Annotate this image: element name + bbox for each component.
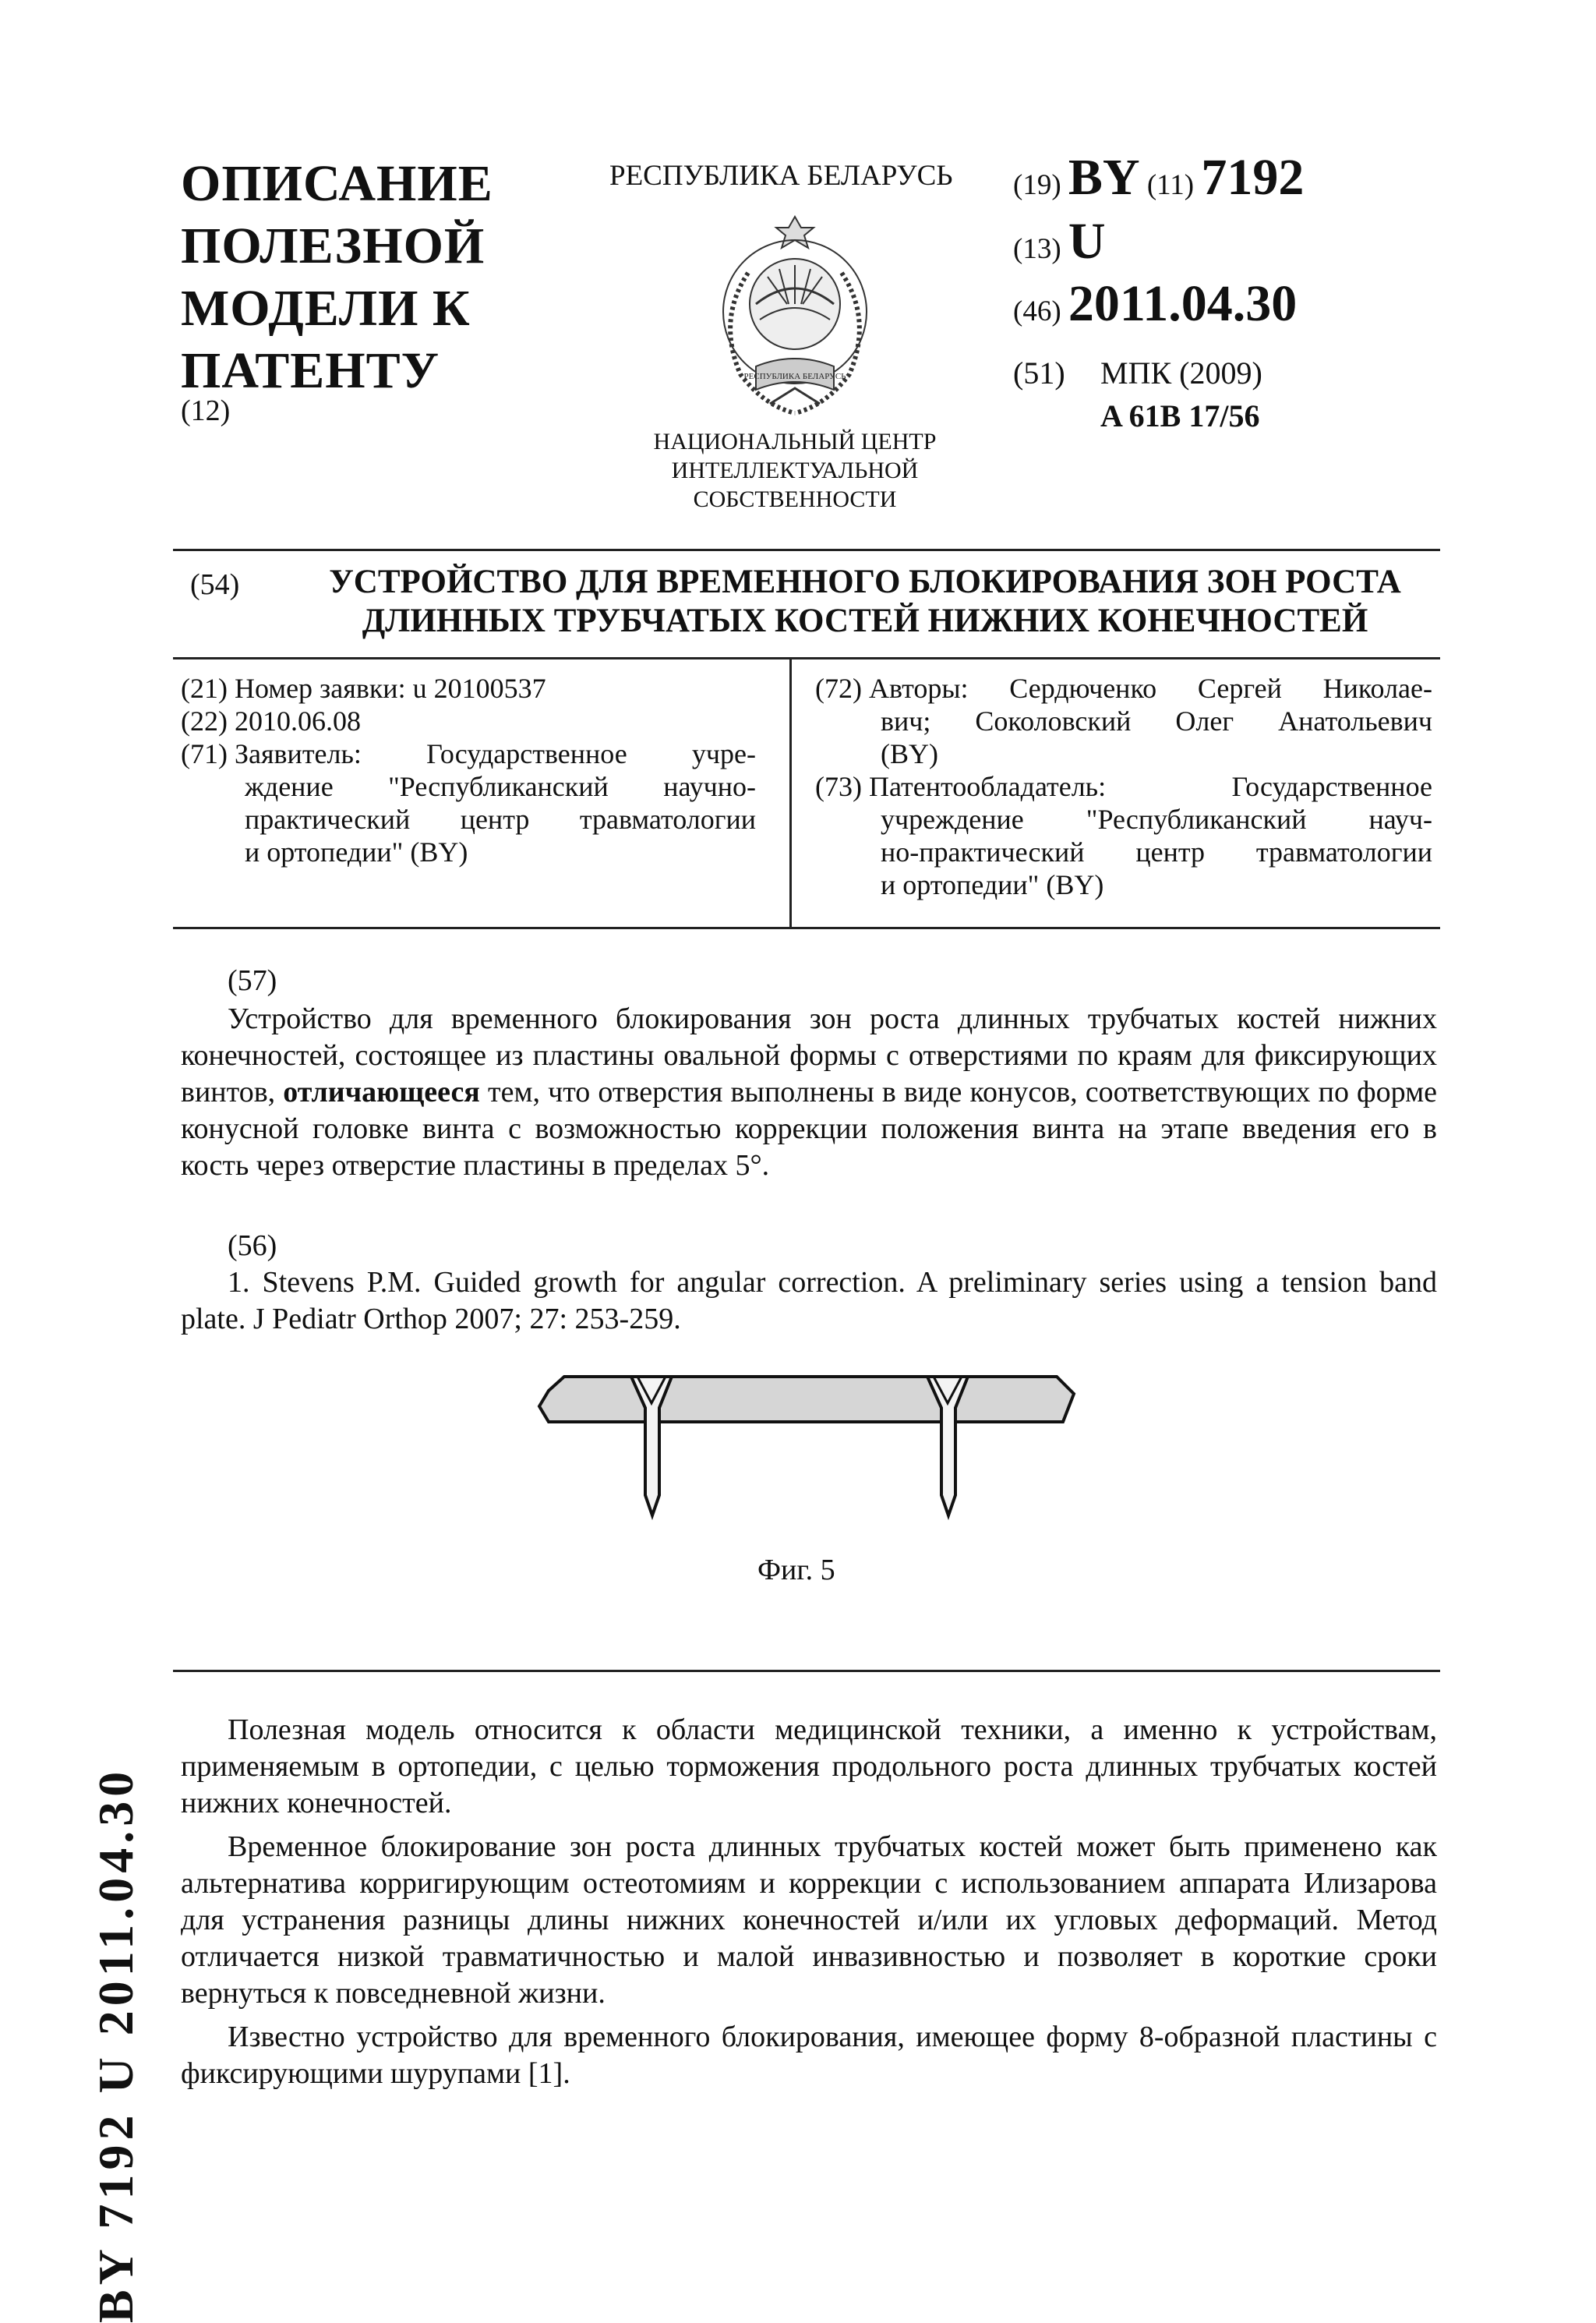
code-12: (12): [181, 394, 231, 427]
claim-text-end: тем, что отверстия выполнены в виде конусов, соответствующих по форме конусной головке винта с возможностью коррекции положения винта на этапе введения его в кость через отверстие пластины в пределах 5°.: [181, 1076, 1437, 1182]
invention-title: [281, 563, 1449, 641]
code-54: (54): [190, 568, 240, 601]
figure-caption: Фиг. 5: [757, 1554, 835, 1586]
code-71: (71): [181, 738, 228, 769]
plate-shape: [539, 1377, 1074, 1422]
applicant-line-4: и ортопедии" (BY): [245, 836, 468, 868]
bib-column-divider: [789, 659, 792, 927]
description-paragraph-1: Полезная модель относится к области медицинской техники, а именно к устройствам, применяемым в ортопедии, с целью торможения продольного роста длинных трубчатых костей нижних конечностей.: [181, 1713, 1437, 1819]
claim-text: [181, 1001, 1437, 1184]
claim-keyword: отличающееся: [283, 1076, 480, 1108]
code-51: (51): [1013, 355, 1065, 391]
id-row-19-11: [1013, 148, 1304, 207]
description-paragraph-2: Временное блокирование зон роста длинных трубчатых костей может быть применено как альтернатива корригирующим остеотомиям и коррекции с использованием аппарата Илизарова для устранения разницы длины нижних конечностей и/или их угловых деформаций. Метод отличается низкой травматичностью и малой инвазивностью и позволяет в короткие сроки вернуться к повседневной жизни.: [181, 1830, 1437, 2010]
state-emblem-icon: [701, 210, 888, 421]
country-code: BY: [1068, 149, 1140, 206]
authors-line-1: Авторы: Сердюченко Сергей Николае-: [868, 673, 1432, 704]
national-center: НАЦИОНАЛЬНЫЙ ЦЕНТР ИНТЕЛЛЕКТУАЛЬНОЙ СОБСТВЕННОСТИ: [653, 429, 937, 512]
patent-number: 7192: [1201, 149, 1305, 206]
code-57: (57): [228, 964, 277, 997]
country-name: РЕСПУБЛИКА БЕЛАРУСЬ: [609, 160, 953, 192]
publication-date: 2011.04.30: [1068, 275, 1298, 332]
divider-bib-top: [173, 657, 1440, 659]
code-22: (22): [181, 705, 228, 737]
side-document-id: BY 7192 U 2011.04.30: [88, 1766, 143, 2323]
invention-title-line-1: УСТРОЙСТВО ДЛЯ ВРЕМЕННОГО БЛОКИРОВАНИЯ ЗОН РОСТА: [329, 564, 1401, 600]
applicant-line-2: ждение "Республиканский научно-: [245, 771, 756, 802]
bib-left-column: [181, 672, 756, 868]
document-title: ОПИСАНИЕ ПОЛЕЗНОЙ МОДЕЛИ К ПАТЕНТУ: [181, 155, 493, 399]
code-11: (11): [1146, 169, 1195, 201]
emblem-ribbon-text: РЕСПУБЛИКА БЕЛАРУСЬ: [743, 372, 846, 381]
id-row-46: [1013, 274, 1297, 334]
code-46: (46): [1013, 295, 1061, 327]
divider-description: [173, 1670, 1440, 1672]
divider-top: [173, 549, 1440, 551]
patent-holder-line-2: учреждение "Республиканский науч-: [881, 804, 1432, 835]
applicant-line-3: практический центр травматологии: [245, 804, 756, 835]
code-13: (13): [1013, 233, 1061, 265]
code-72: (72): [815, 673, 862, 704]
ipc-label: МПК (2009): [1100, 355, 1262, 391]
code-19: (19): [1013, 169, 1061, 201]
claim-text-start: Устройство для временного блокирования зон роста длинных трубчатых костей нижних конечностей, состоящее из пластины овальной формы с отверстиями по краям для фиксирующих винтов,: [181, 1002, 1437, 1108]
code-21: (21): [181, 673, 228, 704]
divider-bib-bottom: [173, 927, 1440, 929]
authors-line-2: вич; Соколовский Олег Анатольевич: [881, 705, 1432, 737]
filing-date: 2010.06.08: [234, 705, 361, 737]
invention-title-line-2: ДЛИННЫХ ТРУБЧАТЫХ КОСТЕЙ НИЖНИХ КОНЕЧНОСТЕЙ: [362, 603, 1368, 639]
patent-holder-line-3: но-практический центр травматологии: [881, 836, 1432, 868]
application-number: Номер заявки: u 20100537: [234, 673, 546, 704]
reference-item: 1. Stevens P.M. Guided growth for angular correction. A preliminary series using a tension band plate. J Pediatr Orthop 2007; 27: 253-259.: [181, 1266, 1437, 1335]
ipc-code: A 61B 17/56: [1100, 398, 1260, 433]
description-paragraph-3: Известно устройство для временного блокирования, имеющее форму 8-образной пластины с фиксирующими шурупами [1].: [181, 2021, 1437, 2090]
patent-holder-line-1: Патентообладатель: Государственное: [868, 771, 1432, 802]
authors-line-3: (BY): [881, 738, 938, 769]
code-56: (56): [228, 1229, 277, 1262]
bib-right-column: [815, 672, 1432, 901]
code-73: (73): [815, 771, 862, 802]
document-kind: U: [1068, 213, 1106, 270]
id-row-13: [1013, 212, 1106, 271]
applicant-line-1: Заявитель: Государственное учре-: [234, 738, 756, 769]
figure-plate-drawing: [530, 1363, 1091, 1533]
patent-holder-line-4: и ортопедии" (BY): [881, 869, 1104, 900]
